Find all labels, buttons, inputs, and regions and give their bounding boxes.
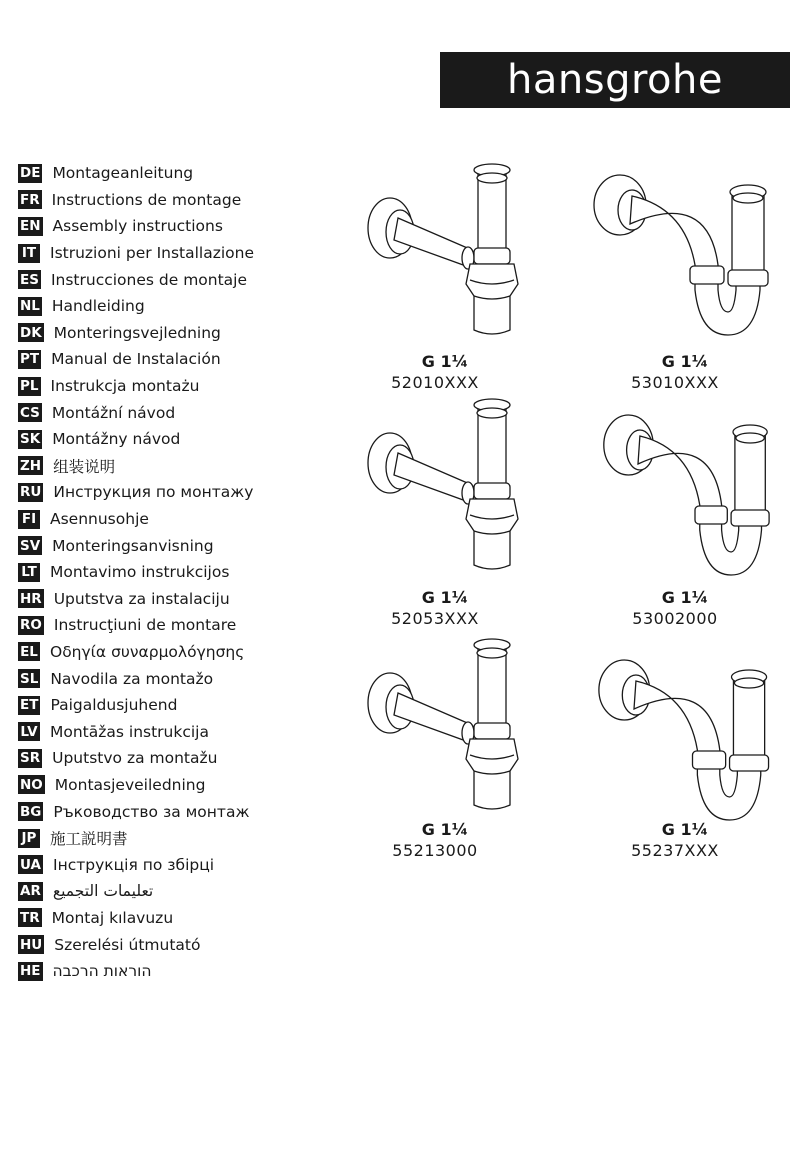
- brand-logo-text: hansgrohe: [507, 57, 723, 103]
- language-code-badge: JP: [18, 829, 40, 848]
- p-trap-drawing: [600, 410, 790, 580]
- product-illustration-5: [360, 635, 540, 815]
- bottle-trap-drawing: [360, 160, 540, 340]
- language-title: Monteringsvejledning: [53, 323, 221, 342]
- language-row-el: [18, 639, 318, 666]
- product-caption-1: [365, 352, 505, 394]
- language-title: Инструкция по монтажу: [53, 483, 254, 502]
- language-code-badge: RU: [20, 484, 42, 501]
- language-row-dk: [18, 320, 318, 347]
- bottle-trap-drawing: [360, 395, 540, 575]
- language-title: Οδηγία συναρμολόγησης: [50, 642, 245, 661]
- language-code-badge: EN: [20, 218, 41, 235]
- language-title: Montasjeveiledning: [54, 775, 206, 794]
- language-code-badge: ZH: [20, 457, 42, 474]
- thread-size: G 1¼: [661, 352, 709, 371]
- thread-size: G 1¼: [421, 352, 469, 371]
- language-title: Montavimo instrukcijos: [50, 563, 230, 582]
- language-code-badge: BG: [20, 803, 42, 820]
- language-row-et: [18, 692, 318, 719]
- language-row-lv: [18, 718, 318, 745]
- language-title: Szerelési útmutató: [54, 935, 201, 954]
- language-list: [18, 160, 318, 984]
- language-title: Інструкція по збірці: [53, 855, 215, 874]
- language-code-badge: EL: [18, 642, 40, 661]
- brand-logo: [440, 52, 790, 108]
- language-title: Assembly instructions: [52, 217, 223, 236]
- language-title: Manual de Instalación: [51, 350, 221, 369]
- article-number: 55213000: [392, 841, 478, 860]
- language-title: Montageanleitung: [52, 164, 194, 183]
- language-title: Uputstva za instalaciju: [53, 589, 230, 608]
- product-illustration-3: [360, 395, 540, 575]
- language-title: Navodila za montažo: [50, 669, 214, 688]
- language-row-sv: [18, 532, 318, 559]
- language-row-nl: [18, 293, 318, 320]
- language-title: Instrucciones de montaje: [50, 270, 248, 289]
- language-title: Montāžas instrukcija: [50, 722, 209, 741]
- language-row-hr: [18, 586, 318, 613]
- thread-size: G 1¼: [661, 820, 709, 839]
- article-number: 53002000: [632, 609, 718, 628]
- language-row-jp: [18, 825, 318, 852]
- language-code-badge: ES: [20, 271, 39, 288]
- language-row-hu: [18, 931, 318, 958]
- language-code-badge: SK: [20, 431, 41, 448]
- article-number: 53010XXX: [631, 373, 719, 392]
- language-title: הוראות הרכבה: [52, 962, 152, 981]
- language-code-badge: CS: [20, 404, 40, 421]
- language-row-ru: [18, 479, 318, 506]
- thread-size: G 1¼: [661, 588, 709, 607]
- language-row-fi: [18, 506, 318, 533]
- language-title: Instructions de montage: [51, 190, 242, 209]
- language-title: Montaj kılavuzu: [51, 908, 174, 927]
- article-number: 52053XXX: [391, 609, 479, 628]
- language-code-badge: HR: [20, 590, 42, 607]
- p-trap-drawing: [595, 655, 790, 815]
- language-row-de: [18, 160, 318, 187]
- language-title: 组装说明: [53, 457, 116, 476]
- language-title: Paigaldusjuhend: [50, 696, 178, 715]
- article-number: 55237XXX: [631, 841, 719, 860]
- language-code-badge: DK: [20, 324, 42, 341]
- product-caption-5: [365, 820, 505, 862]
- language-code-badge: FI: [18, 510, 40, 529]
- language-title: Handleiding: [51, 297, 145, 316]
- language-title: Instrukcja montażu: [50, 377, 200, 396]
- language-title: Istruzioni per Installazione: [50, 244, 255, 263]
- language-title: Montážní návod: [51, 403, 176, 422]
- language-row-pl: [18, 373, 318, 400]
- product-caption-2: [605, 352, 745, 394]
- language-row-ar: [18, 878, 318, 905]
- language-title: 施工説明書: [50, 830, 128, 849]
- product-caption-4: [605, 588, 745, 630]
- product-illustration-1: [360, 160, 540, 340]
- language-code-badge: NO: [20, 776, 43, 793]
- language-row-lt: [18, 559, 318, 586]
- language-row-en: [18, 213, 318, 240]
- language-row-zh: [18, 453, 318, 480]
- language-code-badge: UA: [20, 856, 41, 873]
- language-title: Monteringsanvisning: [52, 536, 214, 555]
- language-title: Asennusohje: [50, 510, 149, 529]
- language-row-he: [18, 958, 318, 985]
- language-row-sr: [18, 745, 318, 772]
- language-row-ro: [18, 612, 318, 639]
- product-illustration-6: [595, 655, 790, 815]
- language-code-badge: FR: [20, 191, 40, 208]
- product-caption-3: [365, 588, 505, 630]
- language-code-badge: HU: [20, 936, 43, 953]
- language-code-badge: LT: [18, 563, 40, 582]
- language-code-badge: AR: [20, 883, 41, 900]
- language-row-pt: [18, 346, 318, 373]
- language-code-badge: DE: [20, 165, 41, 182]
- language-title: Instrucţiuni de montare: [53, 616, 237, 635]
- product-illustration-4: [600, 410, 790, 580]
- language-code-badge: LV: [18, 722, 40, 741]
- language-title: تعليمات التجميع: [52, 882, 154, 901]
- language-row-es: [18, 266, 318, 293]
- language-row-it: [18, 240, 318, 267]
- thread-size: G 1¼: [421, 820, 469, 839]
- language-row-tr: [18, 905, 318, 932]
- language-row-ua: [18, 851, 318, 878]
- language-row-bg: [18, 798, 318, 825]
- language-title: Uputstvo za montažu: [52, 749, 218, 768]
- language-code-badge: IT: [18, 244, 40, 263]
- language-title: Montážny návod: [52, 430, 181, 449]
- language-row-no: [18, 772, 318, 799]
- language-code-badge: SL: [20, 670, 39, 687]
- product-caption-6: [605, 820, 745, 862]
- product-illustration-2: [590, 170, 790, 350]
- language-code-badge: SV: [20, 537, 41, 554]
- language-code-badge: SR: [20, 750, 41, 767]
- language-code-badge: NL: [20, 298, 40, 315]
- language-code-badge: PT: [20, 351, 40, 368]
- language-row-sl: [18, 665, 318, 692]
- language-title: Ръководство за монтаж: [53, 802, 250, 821]
- p-trap-drawing: [590, 170, 790, 350]
- language-row-cs: [18, 399, 318, 426]
- language-code-badge: HE: [20, 963, 41, 980]
- language-code-badge: TR: [20, 909, 40, 926]
- language-row-sk: [18, 426, 318, 453]
- article-number: 52010XXX: [391, 373, 479, 392]
- thread-size: G 1¼: [421, 588, 469, 607]
- language-row-fr: [18, 187, 318, 214]
- bottle-trap-drawing: [360, 635, 540, 815]
- language-code-badge: RO: [20, 617, 42, 634]
- language-code-badge: ET: [20, 697, 39, 714]
- language-code-badge: PL: [20, 378, 39, 395]
